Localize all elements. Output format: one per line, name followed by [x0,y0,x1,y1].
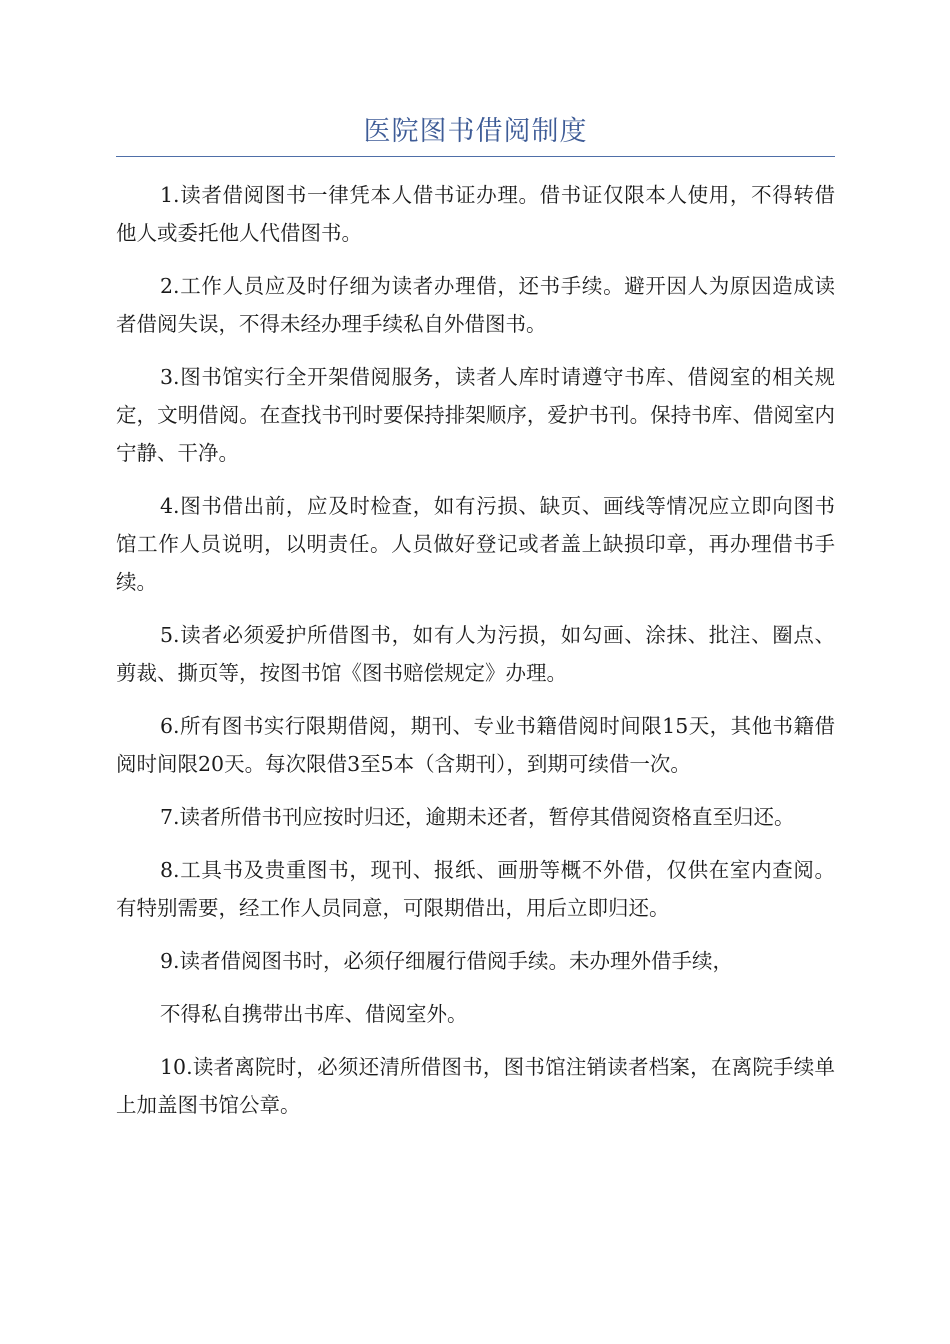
paragraph-10: 10.读者离院时，必须还清所借图书，图书馆注销读者档案，在离院手续单上加盖图书馆公章。 [116,1055,835,1117]
paragraph-4: 4.图书借出前，应及时检查，如有污损、缺页、画线等情况应立即向图书馆工作人员说明，以明责任。人员做好登记或者盖上缺损印章，再办理借书手续。 [116,494,835,594]
paragraph-9-continued: 不得私自携带出书库、借阅室外。 [160,1002,468,1026]
document-body [116,176,835,1139]
paragraph-6: 6.所有图书实行限期借阅，期刊、专业书籍借阅时间限15天，其他书籍借阅时间限20天。每次限借3至5本（含期刊），到期可续借一次。 [116,714,835,776]
paragraph-9: 9.读者借阅图书时，必须仔细履行借阅手续。未办理外借手续， [160,949,734,973]
paragraph-8: 8.工具书及贵重图书，现刊、报纸、画册等概不外借，仅供在室内查阅。有特别需要，经工作人员同意，可限期借出，用后立即归还。 [116,858,835,920]
title-block [116,112,835,157]
paragraph-1: 1.读者借阅图书一律凭本人借书证办理。借书证仅限本人使用，不得转借他人或委托他人代借图书。 [116,183,835,245]
paragraph-3: 3.图书馆实行全开架借阅服务，读者人库时请遵守书库、借阅室的相关规定，文明借阅。在查找书刊时要保持排架顺序，爱护书刊。保持书库、借阅室内宁静、干净。 [116,365,835,465]
paragraph-5: 5.读者必须爱护所借图书，如有人为污损，如勾画、涂抹、批注、圈点、剪裁、撕页等，按图书馆《图书赔偿规定》办理。 [116,623,835,685]
document-title: 医院图书借阅制度 [363,116,588,147]
paragraph-7: 7.读者所借书刊应按时归还，逾期未还者，暂停其借阅资格直至归还。 [160,805,795,829]
paragraph-2: 2.工作人员应及时仔细为读者办理借，还书手续。避开因人为原因造成读者借阅失误，不得未经办理手续私自外借图书。 [116,274,835,336]
